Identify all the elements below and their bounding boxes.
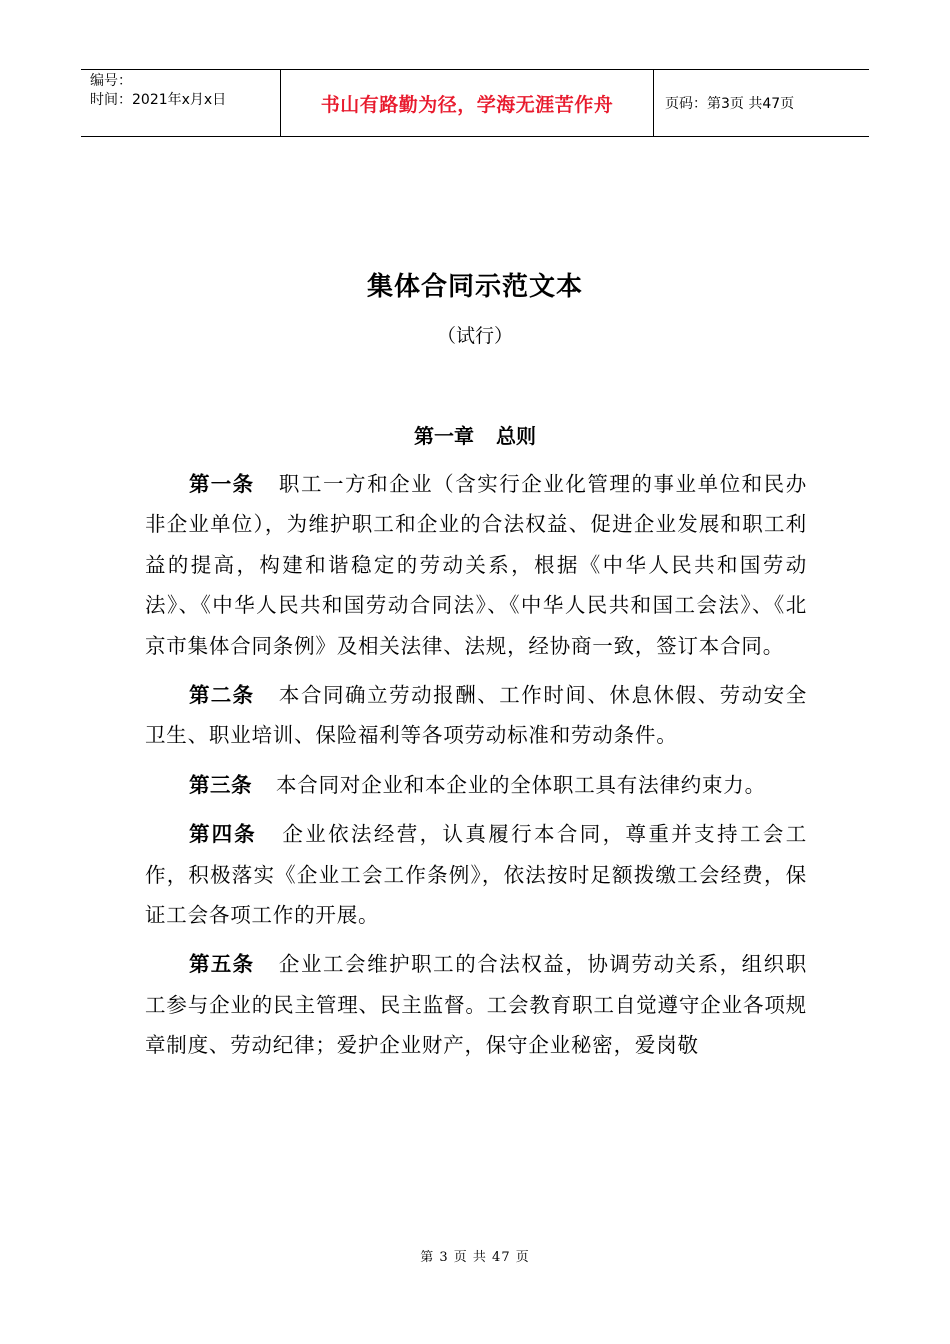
article-paragraph — [145, 944, 807, 1065]
header-motto: 书山有路勤为径，学海无涯苦作舟 — [281, 70, 654, 136]
article-label: 第二条 — [189, 683, 255, 708]
article-paragraph — [145, 814, 807, 935]
article-label: 第四条 — [189, 822, 257, 847]
article-paragraph — [145, 675, 807, 756]
article-paragraph — [145, 464, 807, 666]
document-time-label: 时间：2021年x月x日 — [90, 92, 227, 108]
document-body — [145, 464, 807, 1075]
header-page-info: 页码：第3页 共47页 — [665, 96, 795, 112]
chapter-heading — [0, 420, 950, 449]
chapter-number: 第一章 — [414, 424, 474, 448]
article-text: 本合同确立劳动报酬、工作时间、休息休假、劳动安全卫生、职业培训、保险福利等各项劳动标准和劳动条件。 — [145, 683, 807, 748]
page-header — [81, 69, 869, 137]
article-text: 职工一方和企业（含实行企业化管理的事业单位和民办非企业单位），为维护职工和企业的合法权益、促进企业发展和职工利益的提高，构建和谐稳定的劳动关系，根据《中华人民共和国劳动法》、《中华人民共和国劳动合同法》、《中华人民共和国工会法》、《北京市集体合同条例》及相关法律、法规，经协商一致，签订本合同。 — [145, 472, 807, 658]
header-meta — [81, 70, 281, 136]
article-text: 企业工会维护职工的合法权益，协调劳动关系，组织职工参与企业的民主管理、民主监督。工会教育职工自觉遵守企业各项规章制度、劳动纪律；爱护企业财产，保守企业秘密，爱岗敬 — [145, 952, 807, 1058]
document-number-label: 编号： — [90, 73, 132, 89]
article-label: 第一条 — [189, 472, 255, 496]
document-title: 集体合同示范文本 — [366, 272, 583, 302]
article-text: 企业依法经营，认真履行本合同，尊重并支持工会工作，积极落实《企业工会工作条例》，依法按时足额拨缴工会经费，保证工会各项工作的开展。 — [145, 822, 808, 928]
document-subtitle: （试行） — [436, 325, 513, 347]
chapter-name: 总则 — [496, 424, 536, 448]
article-label: 第三条 — [189, 772, 252, 797]
article-paragraph — [145, 765, 807, 805]
article-label: 第五条 — [189, 952, 255, 977]
article-text: 本合同对企业和本企业的全体职工具有法律约束力。 — [276, 772, 766, 797]
page-footer: 第 3 页 共 47 页 — [420, 1250, 530, 1265]
